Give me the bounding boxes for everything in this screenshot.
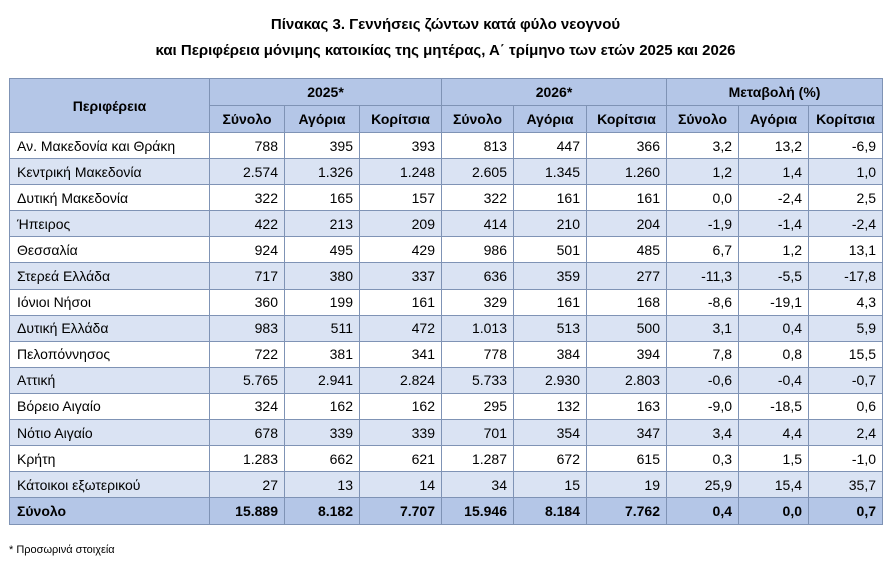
value-cell: 472 [360, 315, 442, 341]
value-cell: 15 [514, 472, 587, 498]
region-cell: Κεντρική Μακεδονία [10, 159, 210, 185]
table-body [10, 133, 883, 525]
value-cell: -0,7 [809, 367, 883, 393]
region-cell: Πελοπόννησος [10, 341, 210, 367]
value-cell: 1.287 [442, 446, 514, 472]
value-cell: 1,2 [739, 237, 809, 263]
value-cell: 161 [514, 185, 587, 211]
value-cell: 636 [442, 263, 514, 289]
value-cell: 615 [587, 446, 667, 472]
value-cell: 4,4 [739, 420, 809, 446]
value-cell: 341 [360, 341, 442, 367]
value-cell: -0,6 [667, 367, 739, 393]
header-sub: Κορίτσια [587, 106, 667, 133]
value-cell: 384 [514, 341, 587, 367]
header-region: Περιφέρεια [10, 79, 210, 133]
value-cell: 3,1 [667, 315, 739, 341]
region-cell: Κάτοικοι εξωτερικού [10, 472, 210, 498]
region-cell: Ήπειρος [10, 211, 210, 237]
value-cell: 19 [587, 472, 667, 498]
value-cell: -17,8 [809, 263, 883, 289]
value-cell: 7.762 [587, 498, 667, 525]
value-cell: 1,2 [667, 159, 739, 185]
table-row [10, 472, 883, 498]
value-cell: 7.707 [360, 498, 442, 525]
value-cell: 429 [360, 237, 442, 263]
value-cell: 5.765 [210, 367, 285, 393]
value-cell: 678 [210, 420, 285, 446]
region-cell: Βόρειο Αιγαίο [10, 393, 210, 419]
table-row [10, 367, 883, 393]
value-cell: 204 [587, 211, 667, 237]
value-cell: 513 [514, 315, 587, 341]
value-cell: 213 [285, 211, 360, 237]
value-cell: 511 [285, 315, 360, 341]
value-cell: 366 [587, 133, 667, 159]
value-cell: 0,6 [809, 393, 883, 419]
value-cell: 162 [360, 393, 442, 419]
value-cell: 0,8 [739, 341, 809, 367]
value-cell: 4,3 [809, 289, 883, 315]
value-cell: 788 [210, 133, 285, 159]
value-cell: 394 [587, 341, 667, 367]
table-row [10, 185, 883, 211]
table-title-line-2: και Περιφέρεια μόνιμης κατοικίας της μητέρας, Α΄ τρίμηνο των ετών 2025 και 2026 [155, 42, 736, 59]
header-sub: Κορίτσια [809, 106, 883, 133]
value-cell: 337 [360, 263, 442, 289]
value-cell: 8.182 [285, 498, 360, 525]
value-cell: 380 [285, 263, 360, 289]
value-cell: 161 [514, 289, 587, 315]
value-cell: 0,4 [667, 498, 739, 525]
value-cell: 0,3 [667, 446, 739, 472]
value-cell: -2,4 [809, 211, 883, 237]
value-cell: 277 [587, 263, 667, 289]
value-cell: 1.283 [210, 446, 285, 472]
value-cell: 662 [285, 446, 360, 472]
value-cell: 0,0 [667, 185, 739, 211]
value-cell: 15.946 [442, 498, 514, 525]
region-cell: Θεσσαλία [10, 237, 210, 263]
region-cell: Δυτική Μακεδονία [10, 185, 210, 211]
value-cell: 15,4 [739, 472, 809, 498]
value-cell: 2.824 [360, 367, 442, 393]
value-cell: -1,4 [739, 211, 809, 237]
value-cell: 13,2 [739, 133, 809, 159]
value-cell: 1,0 [809, 159, 883, 185]
table-row [10, 159, 883, 185]
value-cell: 360 [210, 289, 285, 315]
value-cell: 0,0 [739, 498, 809, 525]
region-cell: Νότιο Αιγαίο [10, 420, 210, 446]
value-cell: 322 [210, 185, 285, 211]
value-cell: 7,8 [667, 341, 739, 367]
value-cell: 339 [285, 420, 360, 446]
value-cell: -5,5 [739, 263, 809, 289]
table-row [10, 263, 883, 289]
value-cell: 2.941 [285, 367, 360, 393]
table-row [10, 133, 883, 159]
value-cell: 27 [210, 472, 285, 498]
region-cell: Δυτική Ελλάδα [10, 315, 210, 341]
value-cell: -2,4 [739, 185, 809, 211]
value-cell: 621 [360, 446, 442, 472]
value-cell: 163 [587, 393, 667, 419]
value-cell: 381 [285, 341, 360, 367]
value-cell: -18,5 [739, 393, 809, 419]
value-cell: -8,6 [667, 289, 739, 315]
value-cell: 701 [442, 420, 514, 446]
value-cell: 295 [442, 393, 514, 419]
value-cell: 414 [442, 211, 514, 237]
value-cell: 2.930 [514, 367, 587, 393]
value-cell: 447 [514, 133, 587, 159]
value-cell: 157 [360, 185, 442, 211]
table-row [10, 289, 883, 315]
value-cell: -1,9 [667, 211, 739, 237]
footnote: * Προσωρινά στοιχεία [9, 544, 115, 556]
value-cell: -11,3 [667, 263, 739, 289]
value-cell: 717 [210, 263, 285, 289]
total-row [10, 498, 883, 525]
region-cell: Κρήτη [10, 446, 210, 472]
value-cell: 3,4 [667, 420, 739, 446]
value-cell: 13,1 [809, 237, 883, 263]
value-cell: 15.889 [210, 498, 285, 525]
value-cell: -9,0 [667, 393, 739, 419]
header-sub: Κορίτσια [360, 106, 442, 133]
table-row [10, 237, 883, 263]
value-cell: 165 [285, 185, 360, 211]
table-row [10, 393, 883, 419]
value-cell: 1,5 [739, 446, 809, 472]
value-cell: 210 [514, 211, 587, 237]
header-group-2026: 2026* [442, 79, 667, 106]
value-cell: 485 [587, 237, 667, 263]
value-cell: 2.574 [210, 159, 285, 185]
value-cell: 15,5 [809, 341, 883, 367]
value-cell: 2,5 [809, 185, 883, 211]
value-cell: 986 [442, 237, 514, 263]
region-cell: Ιόνιοι Νήσοι [10, 289, 210, 315]
value-cell: -0,4 [739, 367, 809, 393]
value-cell: 2.605 [442, 159, 514, 185]
value-cell: 6,7 [667, 237, 739, 263]
value-cell: 1,4 [739, 159, 809, 185]
header-sub: Σύνολο [210, 106, 285, 133]
value-cell: 34 [442, 472, 514, 498]
value-cell: 161 [587, 185, 667, 211]
table-row [10, 315, 883, 341]
value-cell: -19,1 [739, 289, 809, 315]
births-table [9, 78, 883, 525]
header-sub: Σύνολο [667, 106, 739, 133]
region-cell: Αττική [10, 367, 210, 393]
value-cell: 14 [360, 472, 442, 498]
value-cell: 25,9 [667, 472, 739, 498]
value-cell: 1.326 [285, 159, 360, 185]
value-cell: 0,7 [809, 498, 883, 525]
value-cell: 5.733 [442, 367, 514, 393]
value-cell: 5,9 [809, 315, 883, 341]
value-cell: 324 [210, 393, 285, 419]
value-cell: 1.260 [587, 159, 667, 185]
table-row [10, 420, 883, 446]
value-cell: 209 [360, 211, 442, 237]
value-cell: 322 [442, 185, 514, 211]
value-cell: 422 [210, 211, 285, 237]
value-cell: 813 [442, 133, 514, 159]
value-cell: 1.345 [514, 159, 587, 185]
value-cell: 3,2 [667, 133, 739, 159]
region-cell: Αν. Μακεδονία και Θράκη [10, 133, 210, 159]
value-cell: -6,9 [809, 133, 883, 159]
value-cell: 0,4 [739, 315, 809, 341]
value-cell: 501 [514, 237, 587, 263]
value-cell: 924 [210, 237, 285, 263]
header-sub: Αγόρια [739, 106, 809, 133]
region-cell: Στερεά Ελλάδα [10, 263, 210, 289]
value-cell: -1,0 [809, 446, 883, 472]
value-cell: 13 [285, 472, 360, 498]
table-row [10, 211, 883, 237]
value-cell: 1.248 [360, 159, 442, 185]
header-sub: Σύνολο [442, 106, 514, 133]
value-cell: 359 [514, 263, 587, 289]
region-cell: Σύνολο [10, 498, 210, 525]
header-sub: Αγόρια [514, 106, 587, 133]
value-cell: 395 [285, 133, 360, 159]
header-group-change: Μεταβολή (%) [667, 79, 883, 106]
value-cell: 339 [360, 420, 442, 446]
table-row [10, 446, 883, 472]
value-cell: 199 [285, 289, 360, 315]
value-cell: 132 [514, 393, 587, 419]
value-cell: 329 [442, 289, 514, 315]
table-row [10, 341, 883, 367]
value-cell: 983 [210, 315, 285, 341]
value-cell: 722 [210, 341, 285, 367]
table-title-line-1: Πίνακας 3. Γεννήσεις ζώντων κατά φύλο νεογνού [270, 16, 621, 33]
value-cell: 778 [442, 341, 514, 367]
value-cell: 35,7 [809, 472, 883, 498]
value-cell: 168 [587, 289, 667, 315]
value-cell: 495 [285, 237, 360, 263]
value-cell: 354 [514, 420, 587, 446]
value-cell: 8.184 [514, 498, 587, 525]
header-sub: Αγόρια [285, 106, 360, 133]
header-group-2025: 2025* [210, 79, 442, 106]
value-cell: 672 [514, 446, 587, 472]
value-cell: 347 [587, 420, 667, 446]
value-cell: 162 [285, 393, 360, 419]
value-cell: 1.013 [442, 315, 514, 341]
value-cell: 161 [360, 289, 442, 315]
value-cell: 500 [587, 315, 667, 341]
value-cell: 2.803 [587, 367, 667, 393]
value-cell: 2,4 [809, 420, 883, 446]
value-cell: 393 [360, 133, 442, 159]
